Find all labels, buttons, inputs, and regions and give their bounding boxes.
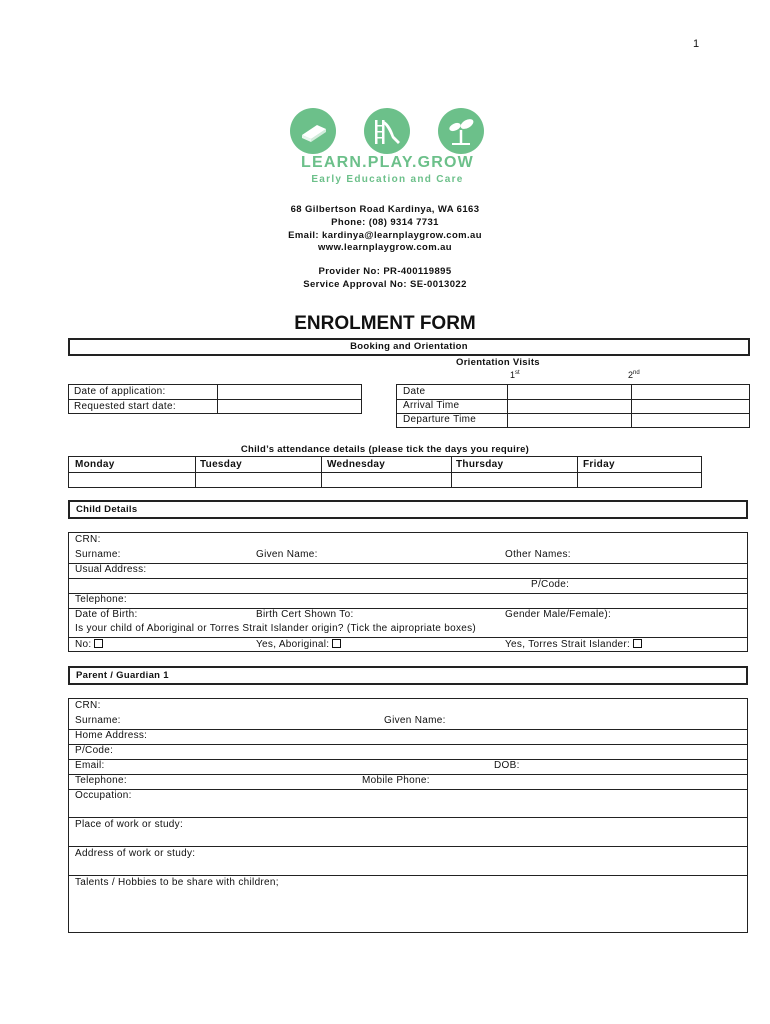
orientation-date-label: Date (403, 386, 426, 397)
child-other-names-label: Other Names: (505, 549, 571, 560)
origin-no (75, 639, 103, 650)
second-visit-field[interactable] (632, 385, 749, 427)
talents-label: Talents / Hobbies to be share with children; (75, 877, 279, 888)
parent-email-label: Email: (75, 760, 105, 771)
child-surname-label: Surname: (75, 549, 121, 560)
website: www.learnplaygrow.com.au (317, 242, 452, 253)
first-visit-field[interactable] (508, 385, 631, 427)
child-dob-label: Date of Birth: (75, 609, 138, 620)
brand-name: LEARN.PLAY.GROW (301, 154, 474, 171)
book-icon (290, 108, 336, 154)
booking-header (68, 338, 750, 356)
parent-dob-label: DOB: (494, 760, 520, 771)
child-details-label: Child Details (76, 504, 138, 515)
first-sup: st (515, 370, 520, 376)
parent-given-label: Given Name: (384, 715, 446, 726)
booking-header-label: Booking and Orientation (350, 341, 468, 352)
monday-tick[interactable] (69, 473, 195, 487)
origin-question: Is your child of Aboriginal or Torres Strait Islander origin? (Tick the aipropriate boxes) (75, 623, 477, 634)
origin-aboriginal-checkbox[interactable] (332, 639, 341, 648)
second-num: 2 (628, 370, 634, 380)
day-thursday: Thursday (456, 459, 504, 470)
origin-aboriginal (256, 639, 341, 650)
day-friday: Friday (583, 459, 615, 470)
orientation-title: Orientation Visits (456, 357, 540, 368)
home-address-label: Home Address: (75, 730, 148, 741)
phone: Phone: (08) 9314 7731 (331, 217, 439, 228)
day-wednesday: Wednesday (327, 459, 386, 470)
gender-label: Gender Male/Female): (505, 609, 612, 620)
parent-pcode-label: P/Code: (75, 745, 114, 756)
mobile-phone-label: Mobile Phone: (362, 775, 430, 786)
attendance-title: Child’s attendance details (please tick the days you require) (240, 444, 530, 455)
usual-address-label: Usual Address: (75, 564, 147, 575)
slide-icon (364, 108, 410, 154)
child-pcode-label: P/Code: (531, 579, 570, 590)
origin-no-label: No: (75, 639, 92, 650)
origin-torres (505, 639, 642, 650)
origin-torres-checkbox[interactable] (633, 639, 642, 648)
child-details-header (68, 500, 748, 519)
birth-cert-label: Birth Cert Shown To: (256, 609, 354, 620)
address-of-work-label: Address of work or study: (75, 848, 196, 859)
address: 68 Gilbertson Road Kardinya, WA 6163 (290, 204, 480, 215)
tuesday-tick[interactable] (196, 473, 321, 487)
friday-tick[interactable] (578, 473, 701, 487)
day-monday: Monday (75, 459, 115, 470)
occupation-label: Occupation: (75, 790, 132, 801)
parent-surname-label: Surname: (75, 715, 121, 726)
origin-torres-label: Yes, Torres Strait Islander: (505, 639, 631, 650)
page-number: 1 (693, 38, 700, 50)
child-crn-label: CRN: (75, 534, 101, 545)
form-title: ENROLMENT FORM (294, 313, 476, 334)
origin-no-checkbox[interactable] (94, 639, 103, 648)
thursday-tick[interactable] (452, 473, 577, 487)
day-tuesday: Tuesday (200, 459, 242, 470)
departure-time-label: Departure Time (403, 414, 477, 425)
parent1-table (68, 698, 748, 933)
wednesday-tick[interactable] (322, 473, 451, 487)
requested-start-field[interactable] (218, 400, 361, 413)
first-visit-label (510, 370, 520, 380)
second-sup: nd (633, 370, 640, 376)
service-approval: Service Approval No: SE-0013022 (303, 279, 467, 290)
logo (285, 108, 490, 188)
second-visit-label (628, 370, 640, 380)
first-num: 1 (510, 370, 516, 380)
parent1-header (68, 666, 748, 685)
child-telephone-label: Telephone: (75, 594, 127, 605)
origin-aboriginal-label: Yes, Aboriginal: (256, 639, 330, 650)
application-table (68, 384, 362, 414)
arrival-time-label: Arrival Time (403, 400, 460, 411)
orientation-table (396, 384, 750, 428)
email: Email: kardinya@learnplaygrow.com.au (288, 230, 482, 241)
parent-telephone-label: Telephone: (75, 775, 127, 786)
provider-number: Provider No: PR-400119895 (318, 266, 452, 277)
sprout-icon (438, 108, 484, 154)
child-details-table (68, 532, 748, 652)
date-of-application-label: Date of application: (74, 386, 166, 397)
brand-tagline: Early Education and Care (311, 174, 464, 185)
place-of-work-label: Place of work or study: (75, 819, 184, 830)
child-given-label: Given Name: (256, 549, 318, 560)
requested-start-label: Requested start date: (74, 401, 176, 412)
attendance-table (68, 456, 702, 488)
parent1-label: Parent / Guardian 1 (76, 670, 169, 681)
date-of-application-field[interactable] (218, 385, 361, 399)
parent-crn-label: CRN: (75, 700, 101, 711)
